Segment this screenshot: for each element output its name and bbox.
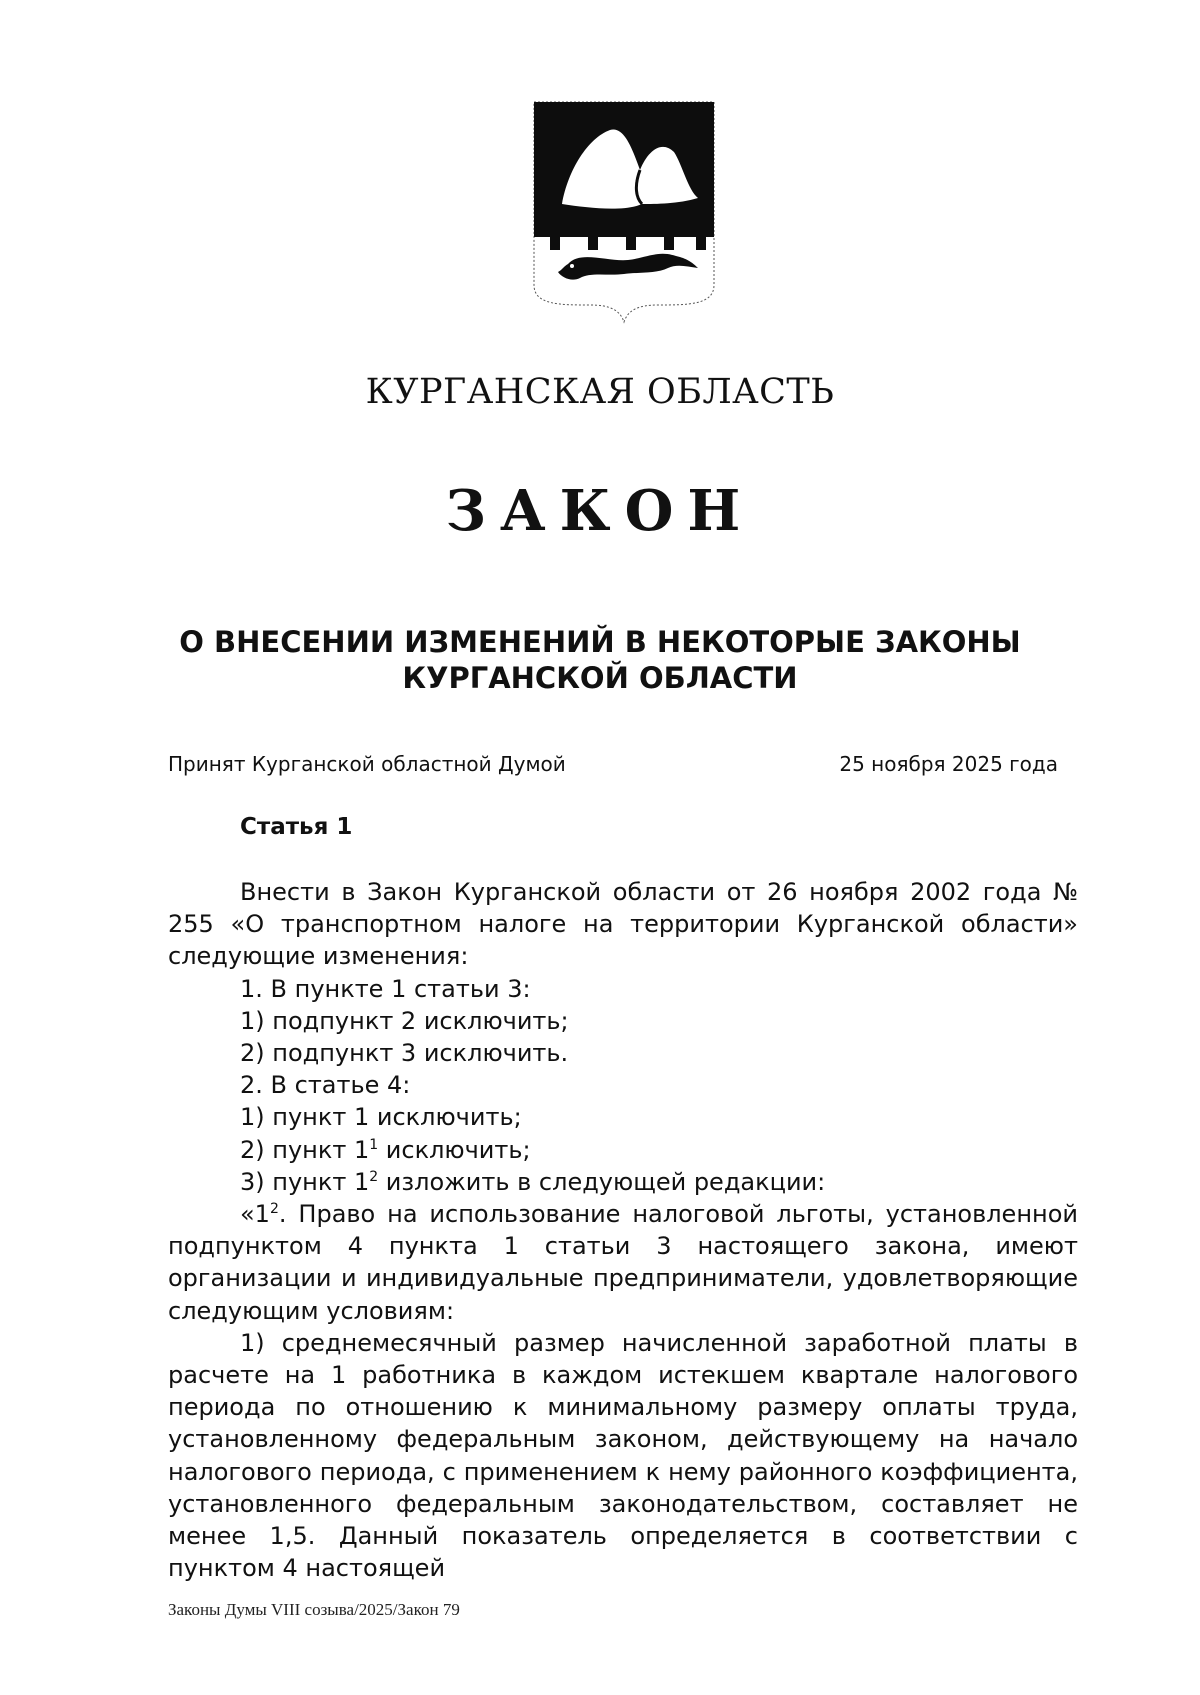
list-item: 1. В пункте 1 статьи 3:	[240, 974, 531, 1003]
adoption-label: Принят Курганской областной Думой	[168, 752, 566, 776]
superscript: 2	[269, 1201, 279, 1218]
superscript: 1	[369, 1136, 379, 1153]
law-title-line-2: КУРГАНСКОЙ ОБЛАСТИ	[402, 661, 798, 695]
superscript: 2	[369, 1168, 379, 1185]
list-item: 2. В статье 4:	[240, 1071, 411, 1100]
item-text: изложить в следующей редакции:	[378, 1167, 826, 1196]
region-name: КУРГАНСКАЯ ОБЛАСТЬ	[365, 372, 835, 412]
list-item	[168, 1166, 1078, 1198]
adoption-date: 25 ноября 2025 года	[839, 752, 1058, 776]
coat-of-arms-icon	[528, 100, 720, 332]
intro-paragraph: Внести в Закон Курганской области от 26 ноября 2002 года № 255 «О транспортном налоге на территории Курганской области» следующие изменения:	[168, 878, 1078, 971]
condition-paragraph: 1) среднемесячный размер начисленной заработной платы в расчете на 1 работника в каждом истекшем квартале налогового периода по отношению к минимальному размеру оплаты труда, установленному федеральным законом, действующему на начало налогового периода, с применением к нему районного коэффициента, установленного федеральным законодательством, составляет не менее 1,5. Данный показатель определяется в соответствии с пунктом 4 настоящей	[168, 1328, 1078, 1583]
list-item: 1) подпункт 2 исключить;	[240, 1006, 569, 1035]
quote-text: . Право на использование налоговой льготы, установленной подпунктом 4 пункта 1 статьи 3 настоящего закона, имеют организации и индивидуальные предприниматели, удовлетворяющие следующим условиям:	[168, 1200, 1078, 1325]
law-title	[150, 624, 1050, 696]
list-item: 2) подпункт 3 исключить.	[240, 1039, 569, 1068]
item-text: 2) пункт 1	[240, 1135, 370, 1164]
list-item: 1) пункт 1 исключить;	[240, 1103, 522, 1132]
footer-reference: Законы Думы VIII созыва/2025/Закон 79	[168, 1600, 460, 1619]
law-title-line-1: О ВНЕСЕНИИ ИЗМЕНЕНИЙ В НЕКОТОРЫЕ ЗАКОНЫ	[179, 625, 1021, 659]
list-item	[168, 1134, 1078, 1166]
item-text: исключить;	[378, 1135, 531, 1164]
document-type: ЗАКОН	[445, 478, 755, 544]
article-body	[168, 876, 1078, 1584]
item-text: 3) пункт 1	[240, 1167, 370, 1196]
quoted-paragraph	[168, 1198, 1078, 1327]
article-heading: Статья 1	[240, 814, 353, 840]
quote-text: «1	[240, 1200, 270, 1229]
